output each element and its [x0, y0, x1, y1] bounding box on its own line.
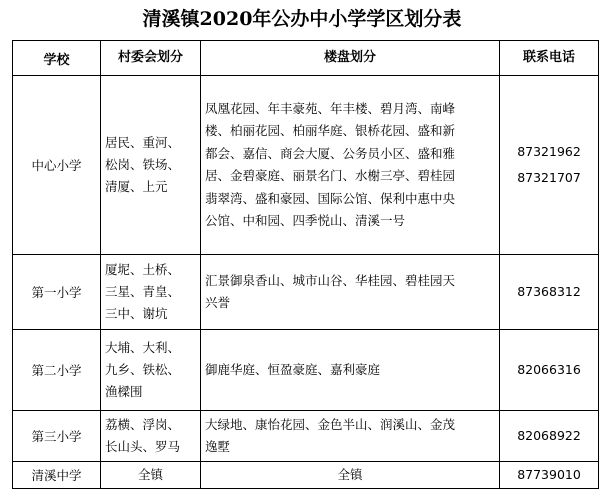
estate-line: 汇景御泉香山、城市山谷、华桂园、碧桂园天 — [205, 272, 456, 288]
phone-cell — [500, 462, 599, 489]
phone-number: 87321707 — [517, 170, 581, 185]
village-line: 九乡、铁松、 — [105, 362, 181, 377]
table-row — [13, 330, 599, 411]
school-name-cell: 第一小学 — [13, 255, 101, 330]
phone-cell — [500, 76, 599, 255]
estate-line: 翡翠湾、盛和豪园、国际公馆、保利中惠中央 — [205, 190, 456, 206]
estate-line: 兴誉 — [205, 295, 231, 310]
school-district-table — [12, 40, 599, 489]
table-row — [13, 411, 599, 462]
table-header-row — [13, 41, 599, 76]
school-name-cell: 清溪中学 — [13, 462, 101, 489]
header-estate: 楼盘划分 — [201, 41, 500, 76]
village-cell — [101, 255, 201, 330]
estate-line: 居、金碧豪庭、丽景名门、水榭三亭、碧桂园 — [205, 168, 456, 183]
school-name-cell: 第二小学 — [13, 330, 101, 411]
phone-number: 87739010 — [517, 467, 581, 482]
header-phone: 联系电话 — [500, 41, 599, 76]
village-cell — [101, 462, 201, 489]
school-name-cell: 第三小学 — [13, 411, 101, 462]
phone-cell — [500, 411, 599, 462]
phone-number: 82066316 — [517, 362, 581, 377]
estate-line: 都会、嘉信、商会大厦、公务员小区、盛和雅 — [205, 145, 456, 161]
estate-cell — [201, 462, 500, 489]
phone-number: 87368312 — [517, 284, 581, 299]
page-title: 清溪镇2020年公办中小学学区划分表 — [142, 8, 462, 30]
phone-cell — [500, 330, 599, 411]
estate-line: 大绿地、康怡花园、金色半山、润溪山、金茂 — [205, 416, 456, 432]
estate-line: 凤凰花园、年丰豪苑、年丰楼、碧月湾、南峰 — [205, 100, 456, 116]
estate-cell — [201, 255, 500, 330]
estate-line: 楼、柏丽花园、柏丽华庭、银桥花园、盛和新 — [205, 123, 456, 138]
estate-line: 公馆、中和园、四季悦山、清溪一号 — [205, 213, 406, 228]
estate-cell — [201, 76, 500, 255]
estate-cell — [201, 411, 500, 462]
village-line: 清厦、上元 — [105, 179, 168, 194]
village-cell — [101, 411, 201, 462]
phone-number: 87321962 — [517, 144, 581, 159]
village-line: 渔樑围 — [105, 384, 143, 399]
table-row — [13, 255, 599, 330]
village-line: 全镇 — [137, 467, 163, 482]
village-line: 居民、重河、 — [105, 135, 181, 150]
header-school: 学校 — [13, 41, 101, 76]
village-line: 三星、青皇、 — [105, 284, 181, 299]
estate-line: 全镇 — [337, 466, 363, 482]
village-line: 长山头、罗马 — [105, 439, 181, 454]
village-line: 荔横、浮岗、 — [105, 417, 181, 432]
estate-line: 御鹿华庭、恒盈豪庭、嘉利豪庭 — [205, 361, 381, 377]
village-line: 松岗、铁场、 — [105, 157, 181, 172]
village-line: 大埔、大利、 — [105, 340, 181, 355]
estate-line: 逸墅 — [205, 439, 231, 454]
phone-cell — [500, 255, 599, 330]
village-cell — [101, 330, 201, 411]
header-village: 村委会划分 — [101, 41, 201, 76]
phone-number: 82068922 — [517, 428, 581, 443]
table-row — [13, 462, 599, 489]
village-line: 三中、谢坑 — [105, 306, 168, 321]
estate-cell — [201, 330, 500, 411]
village-cell — [101, 76, 201, 255]
village-line: 厦坭、土桥、 — [105, 262, 181, 277]
table-row — [13, 76, 599, 255]
school-name-cell: 中心小学 — [13, 76, 101, 255]
